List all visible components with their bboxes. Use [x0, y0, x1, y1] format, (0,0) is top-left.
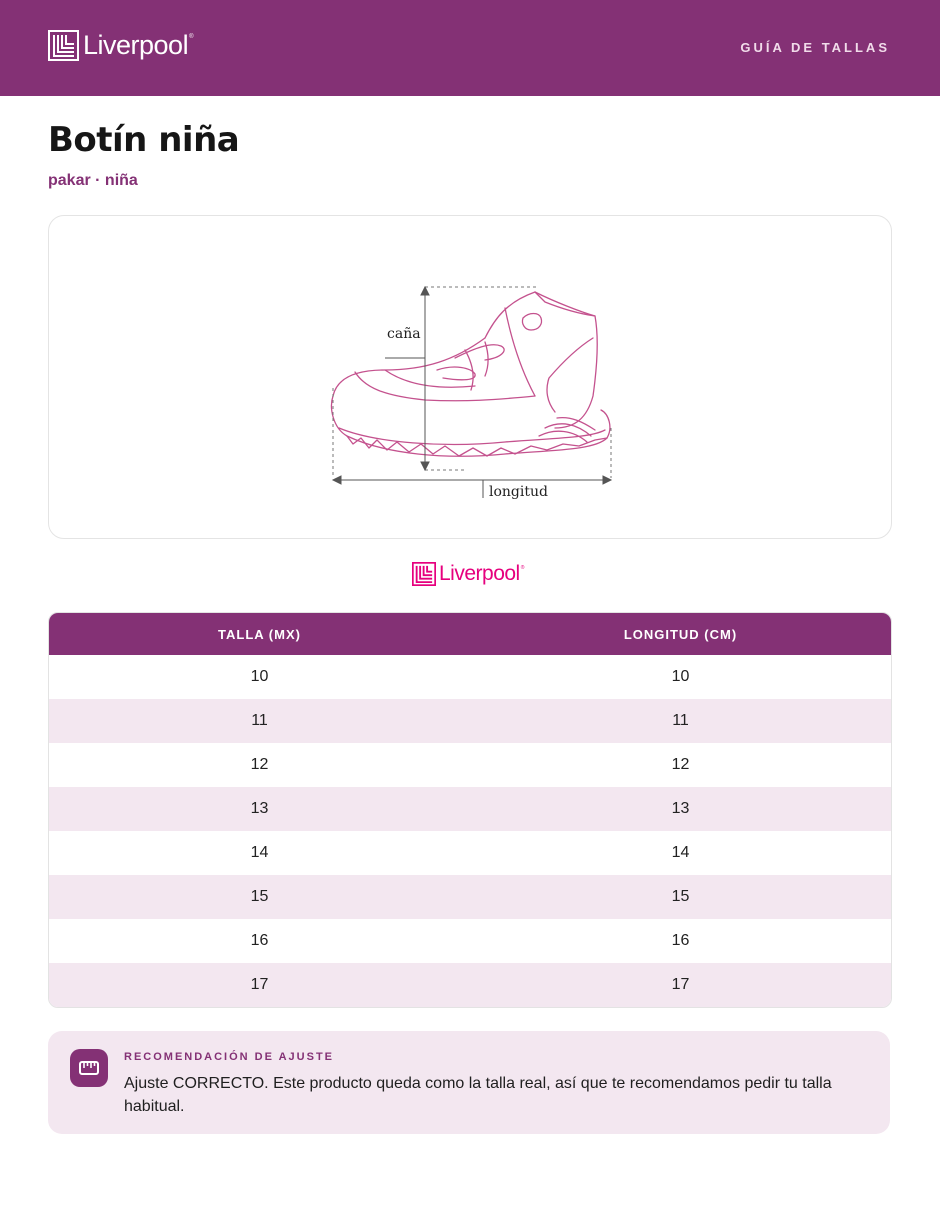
size-cell: 10	[250, 668, 269, 685]
liverpool-brand-icon	[412, 562, 436, 586]
column-header-size: TALLA (MX)	[49, 613, 470, 655]
length-cell: 15	[470, 875, 891, 919]
table-row	[49, 963, 891, 1007]
table-row	[49, 743, 891, 787]
logo-text: Liverpool	[83, 30, 189, 60]
size-table	[49, 613, 891, 1007]
column-header-length: LONGITUD (CM)	[470, 613, 891, 655]
ruler-icon	[70, 1049, 108, 1087]
length-cell: 16	[671, 932, 690, 949]
size-cell: 13	[49, 787, 470, 831]
table-row	[49, 787, 891, 831]
length-cell: 14	[671, 844, 690, 861]
table-row	[49, 919, 891, 963]
logo-registered-mark: ®	[189, 34, 194, 40]
measurement-diagram-card	[48, 215, 892, 539]
size-cell: 14	[250, 844, 269, 861]
liverpool-logo[interactable]	[48, 30, 194, 61]
size-guide-link[interactable]: GUÍA DE TALLAS	[740, 40, 890, 55]
table-header-row	[49, 613, 891, 655]
brand-logo	[412, 562, 524, 586]
brand-registered-mark: ®	[520, 565, 525, 571]
table-row	[49, 699, 891, 743]
size-cell: 17	[49, 963, 470, 1007]
table-row	[49, 875, 891, 919]
product-subtitle: pakar · niña	[48, 172, 138, 189]
size-cell: 11	[49, 699, 470, 743]
table-row	[49, 831, 891, 875]
length-cell: 13	[470, 787, 891, 831]
page-header	[0, 0, 940, 96]
boot-measurement-diagram	[325, 278, 625, 518]
length-cell: 11	[470, 699, 891, 743]
size-cell: 16	[250, 932, 269, 949]
size-cell: 12	[250, 756, 269, 773]
length-cell: 10	[671, 668, 690, 685]
length-label: longitud	[489, 484, 548, 500]
boot-outline-icon	[332, 292, 610, 456]
brand-logo-text: Liverpool	[439, 562, 520, 585]
fit-recommendation-box	[48, 1031, 890, 1134]
size-table-container	[48, 612, 892, 1008]
size-cell: 15	[49, 875, 470, 919]
length-cell: 17	[470, 963, 891, 1007]
recommendation-text: Ajuste CORRECTO. Este producto queda como la talla real, así que te recomendamos pedir tu talla habitual.	[124, 1075, 832, 1115]
recommendation-label: RECOMENDACIÓN DE AJUSTE	[124, 1051, 334, 1063]
length-arrow	[333, 476, 611, 498]
page-title: Botín niña	[48, 120, 240, 160]
table-row	[49, 655, 891, 699]
height-label: caña	[387, 326, 421, 342]
liverpool-logo-icon	[48, 30, 79, 61]
length-cell: 12	[671, 756, 690, 773]
